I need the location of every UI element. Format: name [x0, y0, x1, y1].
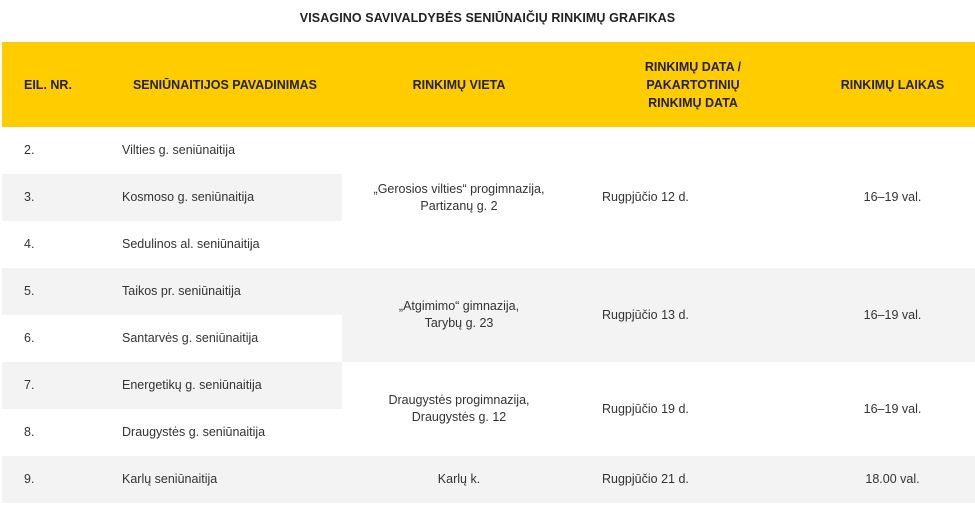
table-row	[2, 362, 975, 409]
group-vieta: Karlų k.	[342, 456, 576, 503]
header-no: EIL. NR.	[2, 42, 108, 127]
page-title: VISAGINO SAVIVALDYBĖS SENIŪNAIČIŲ RINKIMŲ GRAFIKAS	[299, 11, 676, 25]
vieta-line: Tarybų g. 23	[424, 316, 494, 330]
header-name: SENIŪNAITIJOS PAVADINIMAS	[108, 42, 342, 127]
table-header-row	[2, 42, 975, 127]
row-name: Karlų seniūnaitija	[108, 456, 342, 503]
group-data: Rugpjūčio 12 d.	[602, 190, 689, 204]
header-laikas: RINKIMŲ LAIKAS	[810, 42, 975, 127]
header-data: RINKIMŲ DATA / PAKARTOTINIŲ RINKIMŲ DATA	[576, 42, 810, 127]
vieta-line: „Gerosios vilties“ progimnazija,	[373, 181, 545, 196]
row-name: Taikos pr. seniūnaitija	[108, 268, 342, 315]
table-row	[2, 456, 975, 503]
election-schedule-table	[2, 42, 975, 503]
group-laikas: 16–19 val.	[810, 268, 975, 362]
row-name: Energetikų g. seniūnaitija	[108, 362, 342, 409]
group-laikas: 16–19 val.	[863, 190, 922, 204]
group-data: Rugpjūčio 13 d.	[576, 268, 810, 362]
row-name: Draugystės g. seniūnaitija	[122, 425, 266, 439]
table-row	[2, 268, 975, 315]
group-data: Rugpjūčio 21 d.	[576, 456, 810, 503]
group-vieta	[342, 127, 576, 268]
table-row	[2, 127, 975, 174]
row-no: 7.	[2, 362, 108, 409]
vieta-line: Draugystės progimnazija,	[388, 393, 530, 407]
vieta-line: Draugystės g. 12	[411, 410, 507, 424]
row-name: Santarvės g. seniūnaitija	[122, 331, 259, 345]
row-name: Kosmoso g. seniūnaitija	[108, 174, 342, 221]
group-vieta	[342, 268, 576, 362]
row-no: 4.	[24, 237, 35, 251]
vieta-line: „Atgimimo“ gimnazija,	[398, 299, 520, 313]
row-name: Sedulinos al. seniūnaitija	[122, 237, 260, 251]
header-vieta: RINKIMŲ VIETA	[342, 42, 576, 127]
group-laikas: 16–19 val.	[863, 401, 922, 416]
row-no: 3.	[2, 174, 108, 221]
row-no: 5.	[2, 268, 108, 315]
vieta-line: Partizanų g. 2	[420, 198, 498, 213]
row-no: 2.	[24, 143, 35, 157]
row-no: 9.	[2, 456, 108, 503]
row-name: Vilties g. seniūnaitija	[122, 143, 236, 157]
group-vieta	[342, 362, 576, 456]
group-data: Rugpjūčio 19 d.	[602, 401, 689, 416]
row-no: 8.	[24, 425, 35, 439]
group-laikas: 18.00 val.	[810, 456, 975, 503]
row-no: 6.	[24, 331, 35, 345]
